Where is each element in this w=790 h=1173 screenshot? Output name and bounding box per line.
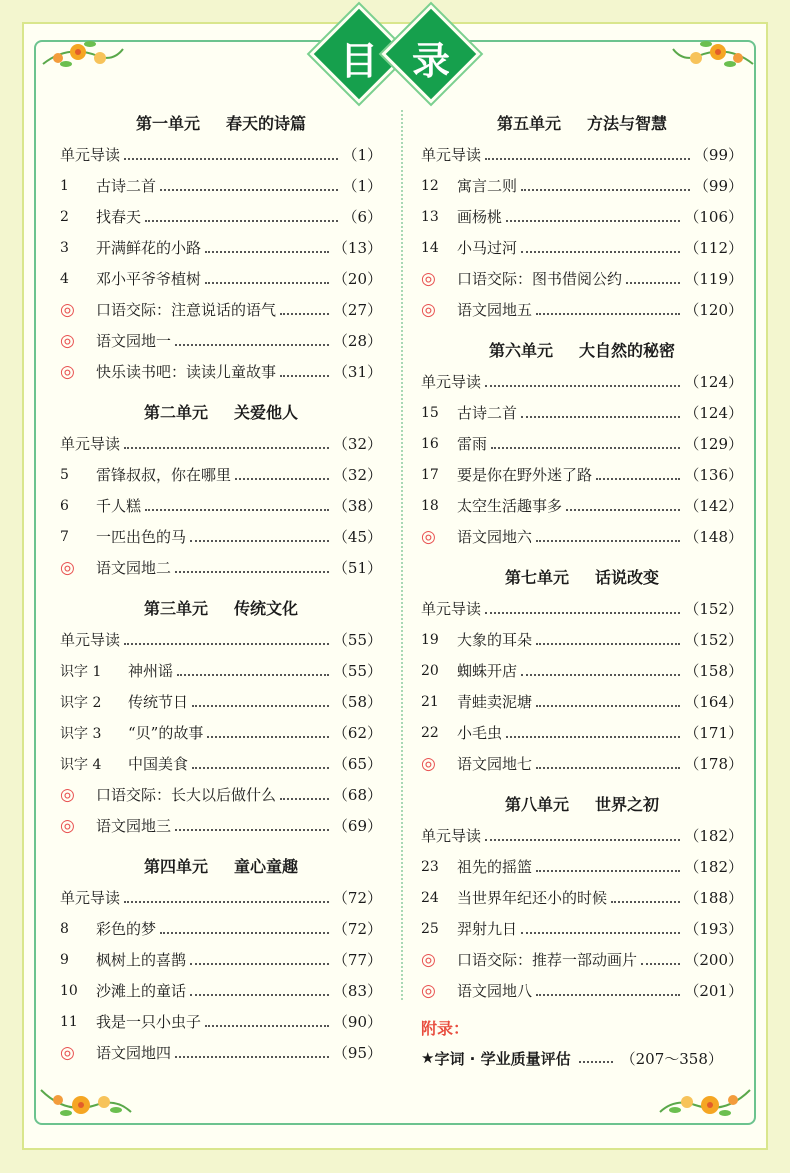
flower-decoration-top-left-icon — [38, 34, 128, 74]
page-number: （182） — [684, 858, 743, 876]
toc-entry[interactable] — [60, 459, 382, 490]
double-circle-icon: ◎ — [421, 753, 436, 774]
dot-leader — [175, 571, 329, 573]
dot-leader — [280, 313, 329, 315]
page-number: （20） — [332, 270, 382, 288]
page-number: （158） — [684, 662, 743, 680]
unit-name: 童心童趣 — [234, 857, 299, 876]
dot-leader — [491, 447, 680, 449]
flower-decoration-bottom-right-icon — [655, 1080, 755, 1125]
dot-leader — [175, 344, 329, 346]
entry-title: 太空生活趣事多 — [457, 497, 563, 515]
entry-title: 语文园地三 — [96, 817, 172, 835]
unit-label: 第二单元 — [143, 403, 208, 422]
lesson-number: 7 — [60, 528, 69, 545]
dot-leader — [160, 189, 338, 191]
dot-leader — [124, 643, 329, 645]
dot-leader — [124, 901, 329, 903]
page-number: （1） — [342, 146, 382, 164]
page-number: （6） — [342, 208, 382, 226]
entry-title: 中国美食 — [128, 755, 189, 773]
page-number: （106） — [684, 208, 743, 226]
toc-entry[interactable] — [60, 139, 382, 170]
dot-leader — [205, 282, 329, 284]
entry-title: 我是一只小虫子 — [96, 1013, 202, 1031]
entry-title: 传统节日 — [128, 693, 189, 711]
entry-title: 枫树上的喜鹊 — [96, 951, 187, 969]
dot-leader — [485, 839, 680, 841]
lesson-number: 10 — [60, 982, 78, 999]
dot-leader — [280, 375, 329, 377]
dot-leader — [190, 994, 329, 996]
page-number: （112） — [684, 239, 743, 257]
page-number: （72） — [332, 920, 382, 938]
lesson-number: 24 — [421, 889, 439, 906]
entry-title: 千人糕 — [96, 497, 142, 515]
lesson-number: 14 — [421, 239, 439, 256]
entry-title: 单元导读 — [421, 373, 482, 391]
entry-title: 口语交际：注意说话的语气 — [96, 301, 277, 319]
dot-leader — [536, 705, 680, 707]
toc-entry[interactable] — [421, 820, 743, 851]
page-number: （28） — [332, 332, 382, 350]
entry-title: 雷雨 — [457, 435, 488, 453]
page-number: （200） — [684, 951, 743, 969]
toc-entry[interactable] — [60, 655, 382, 686]
dot-leader — [145, 509, 329, 511]
toc-entry[interactable] — [60, 624, 382, 655]
dot-leader — [641, 963, 680, 965]
star-icon: ★ — [421, 1049, 435, 1067]
double-circle-icon: ◎ — [60, 330, 75, 351]
page-number: （51） — [332, 559, 382, 577]
page-number: （45） — [332, 528, 382, 546]
unit-heading — [60, 851, 382, 882]
page-number: （27） — [332, 301, 382, 319]
dot-leader — [177, 674, 329, 676]
lesson-number: 识字 3 — [60, 725, 102, 742]
unit-heading — [60, 108, 382, 139]
unit-name: 世界之初 — [595, 795, 660, 814]
unit-name: 大自然的秘密 — [579, 341, 676, 360]
entry-title: 沙滩上的童话 — [96, 982, 187, 1000]
toc-entry[interactable] — [421, 201, 743, 232]
dot-leader — [192, 767, 329, 769]
dot-leader — [485, 385, 680, 387]
entry-title: 彩色的梦 — [96, 920, 157, 938]
dot-leader — [521, 251, 680, 253]
flower-decoration-top-right-icon — [668, 34, 758, 74]
toc-entry[interactable] — [421, 624, 743, 655]
page-number: （124） — [684, 404, 743, 422]
double-circle-icon: ◎ — [421, 268, 436, 289]
page-number: （99） — [693, 146, 743, 164]
lesson-number: 19 — [421, 631, 439, 648]
page-number: （129） — [684, 435, 743, 453]
page-number: （136） — [684, 466, 743, 484]
lesson-number: 3 — [60, 239, 69, 256]
double-circle-icon: ◎ — [60, 815, 75, 836]
dot-leader — [124, 447, 329, 449]
page-number: （164） — [684, 693, 743, 711]
toc-entry[interactable] — [60, 428, 382, 459]
flower-decoration-bottom-left-icon — [36, 1080, 136, 1125]
dot-leader — [611, 901, 680, 903]
double-circle-icon: ◎ — [60, 784, 75, 805]
lesson-number: 15 — [421, 404, 439, 421]
page-number: （124） — [684, 373, 743, 391]
double-circle-icon: ◎ — [60, 299, 75, 320]
toc-entry[interactable] — [60, 944, 382, 975]
dot-leader — [190, 540, 329, 542]
entry-title: 单元导读 — [421, 146, 482, 164]
toc-entry[interactable] — [421, 521, 743, 552]
entry-title: 快乐读书吧：读读儿童故事 — [96, 363, 277, 381]
toc-entry[interactable] — [60, 686, 382, 717]
page-number: （1） — [342, 177, 382, 195]
toc-entry[interactable] — [421, 686, 743, 717]
entry-title: “贝”的故事 — [128, 724, 204, 742]
toc-entry[interactable] — [60, 779, 382, 810]
toc-entry[interactable] — [60, 170, 382, 201]
unit-name: 话说改变 — [595, 568, 660, 587]
entry-title: 邓小平爷爷植树 — [96, 270, 202, 288]
toc-entry[interactable] — [60, 882, 382, 913]
entry-title: 小毛虫 — [457, 724, 503, 742]
entry-title: 开满鲜花的小路 — [96, 239, 202, 257]
toc-entry[interactable] — [60, 913, 382, 944]
unit-name: 方法与智慧 — [587, 114, 668, 133]
lesson-number: 4 — [60, 270, 69, 287]
page-number: （62） — [332, 724, 382, 742]
dot-leader — [566, 509, 680, 511]
lesson-number: 5 — [60, 466, 69, 483]
dot-leader — [160, 932, 329, 934]
entry-title: 单元导读 — [421, 600, 482, 618]
entry-title: 雷锋叔叔，你在哪里 — [96, 466, 232, 484]
page-number: （72） — [332, 889, 382, 907]
dot-leader — [124, 158, 338, 160]
toc-entry[interactable] — [421, 170, 743, 201]
appendix-section — [421, 1015, 747, 1073]
toc-entry[interactable] — [421, 717, 743, 748]
page-number: （152） — [684, 631, 743, 649]
toc-entry[interactable] — [421, 294, 743, 325]
toc-entry[interactable] — [60, 201, 382, 232]
appendix-entry[interactable] — [421, 1043, 747, 1073]
toc-entry[interactable] — [421, 397, 743, 428]
dot-leader — [175, 1056, 329, 1058]
page-number: （31） — [332, 363, 382, 381]
entry-title: 单元导读 — [60, 889, 121, 907]
unit-name: 春天的诗篇 — [226, 114, 307, 133]
entry-title: 口语交际：推荐一部动画片 — [457, 951, 638, 969]
lesson-number: 1 — [60, 177, 69, 194]
page-number: （152） — [684, 600, 743, 618]
lesson-number: 22 — [421, 724, 439, 741]
lesson-number: 识字 2 — [60, 694, 102, 711]
toc-entry[interactable] — [60, 294, 382, 325]
toc-entry[interactable] — [421, 263, 743, 294]
page-number: （201） — [684, 982, 743, 1000]
page-number: （83） — [332, 982, 382, 1000]
dot-leader — [521, 189, 690, 191]
entry-title: 找春天 — [96, 208, 142, 226]
double-circle-icon: ◎ — [421, 949, 436, 970]
toc-entry[interactable] — [60, 325, 382, 356]
toc-entry[interactable] — [421, 882, 743, 913]
unit-heading — [60, 397, 382, 428]
lesson-number: 18 — [421, 497, 439, 514]
entry-title: 单元导读 — [421, 827, 482, 845]
dot-leader — [506, 220, 680, 222]
toc-entry[interactable] — [421, 366, 743, 397]
entry-title: 单元导读 — [60, 435, 121, 453]
toc-entry[interactable] — [60, 717, 382, 748]
dot-leader — [192, 705, 329, 707]
dot-leader — [596, 478, 680, 480]
lesson-number: 识字 4 — [60, 756, 102, 773]
double-circle-icon: ◎ — [421, 526, 436, 547]
entry-title: 羿射九日 — [457, 920, 518, 938]
entry-title: 口语交际：图书借阅公约 — [457, 270, 623, 288]
entry-title: 当世界年纪还小的时候 — [457, 889, 608, 907]
double-circle-icon: ◎ — [60, 361, 75, 382]
toc-entry[interactable] — [421, 459, 743, 490]
entry-title: 语文园地七 — [457, 755, 533, 773]
unit-label: 第四单元 — [143, 857, 208, 876]
page-number: （90） — [332, 1013, 382, 1031]
dot-leader — [579, 1061, 613, 1063]
dot-leader — [536, 767, 680, 769]
entry-title: 画杨桃 — [457, 208, 503, 226]
dot-leader — [190, 963, 329, 965]
page-title — [315, 14, 475, 104]
entry-title: 一匹出色的马 — [96, 528, 187, 546]
lesson-number: 9 — [60, 951, 69, 968]
column-divider — [401, 110, 403, 1000]
entry-title: 寓言二则 — [457, 177, 518, 195]
dot-leader — [521, 932, 680, 934]
dot-leader — [235, 478, 329, 480]
entry-title: 古诗二首 — [96, 177, 157, 195]
appendix-page: （207～358） — [620, 1049, 723, 1068]
dot-leader — [521, 674, 680, 676]
toc-entry[interactable] — [60, 810, 382, 841]
dot-leader — [175, 829, 329, 831]
toc-entry[interactable] — [421, 428, 743, 459]
unit-label: 第六单元 — [488, 341, 553, 360]
toc-entry[interactable] — [60, 232, 382, 263]
unit-label: 第一单元 — [135, 114, 200, 133]
dot-leader — [485, 158, 690, 160]
page-number: （193） — [684, 920, 743, 938]
dot-leader — [536, 643, 680, 645]
entry-title: 语文园地二 — [96, 559, 172, 577]
unit-label: 第五单元 — [496, 114, 561, 133]
entry-title: 青蛙卖泥塘 — [457, 693, 533, 711]
entry-title: 祖先的摇篮 — [457, 858, 533, 876]
page-number: （32） — [332, 435, 382, 453]
unit-heading — [421, 562, 743, 593]
double-circle-icon: ◎ — [421, 980, 436, 1001]
page-number: （119） — [684, 270, 743, 288]
lesson-number: 2 — [60, 208, 69, 225]
toc-entry[interactable] — [421, 139, 743, 170]
toc-entry[interactable] — [60, 552, 382, 583]
toc-entry[interactable] — [60, 1037, 382, 1068]
unit-name: 传统文化 — [234, 599, 299, 618]
double-circle-icon: ◎ — [60, 1042, 75, 1063]
toc-entry[interactable] — [60, 356, 382, 387]
appendix-title: 字词 · 学业质量评估 — [434, 1049, 571, 1068]
page-number: （142） — [684, 497, 743, 515]
unit-heading — [421, 108, 743, 139]
toc-entry[interactable] — [421, 944, 743, 975]
page-number: （182） — [684, 827, 743, 845]
dot-leader — [536, 994, 680, 996]
entry-title: 神州谣 — [128, 662, 174, 680]
entry-title: 语文园地五 — [457, 301, 533, 319]
toc-entry[interactable] — [60, 975, 382, 1006]
toc-left-column — [60, 108, 382, 1068]
dot-leader — [536, 870, 680, 872]
page-number: （58） — [332, 693, 382, 711]
dot-leader — [626, 282, 680, 284]
page-number: （68） — [332, 786, 382, 804]
lesson-number: 6 — [60, 497, 69, 514]
page-number: （148） — [684, 528, 743, 546]
page-number: （65） — [332, 755, 382, 773]
toc-entry[interactable] — [60, 521, 382, 552]
toc-entry[interactable] — [421, 232, 743, 263]
toc-entry[interactable] — [421, 975, 743, 1006]
dot-leader — [485, 612, 680, 614]
page-number: （55） — [332, 631, 382, 649]
dot-leader — [205, 251, 329, 253]
page-number: （178） — [684, 755, 743, 773]
entry-title: 语文园地一 — [96, 332, 172, 350]
entry-title: 语文园地八 — [457, 982, 533, 1000]
toc-entry[interactable] — [421, 593, 743, 624]
page-number: （95） — [332, 1044, 382, 1062]
unit-label: 第八单元 — [504, 795, 569, 814]
dot-leader — [536, 540, 680, 542]
entry-title: 单元导读 — [60, 631, 121, 649]
appendix-label: 附录： — [421, 1019, 470, 1038]
dot-leader — [280, 798, 329, 800]
dot-leader — [536, 313, 680, 315]
entry-title: 蜘蛛开店 — [457, 662, 518, 680]
toc-entry[interactable] — [60, 748, 382, 779]
page-number: （77） — [332, 951, 382, 969]
toc-entry[interactable] — [421, 490, 743, 521]
title-char-2: 录 — [411, 39, 450, 83]
toc-entry[interactable] — [60, 490, 382, 521]
page-number: （99） — [693, 177, 743, 195]
double-circle-icon: ◎ — [60, 557, 75, 578]
toc-entry[interactable] — [421, 913, 743, 944]
unit-name: 关爱他人 — [234, 403, 299, 422]
lesson-number: 11 — [60, 1013, 78, 1030]
page-number: （188） — [684, 889, 743, 907]
unit-label: 第七单元 — [504, 568, 569, 587]
unit-heading — [60, 593, 382, 624]
lesson-number: 21 — [421, 693, 439, 710]
entry-title: 古诗二首 — [457, 404, 518, 422]
page-number: （69） — [332, 817, 382, 835]
double-circle-icon: ◎ — [421, 299, 436, 320]
toc-entry[interactable] — [421, 748, 743, 779]
page-number: （171） — [684, 724, 743, 742]
page-number: （38） — [332, 497, 382, 515]
toc-entry[interactable] — [421, 851, 743, 882]
page-number: （55） — [332, 662, 382, 680]
toc-entry[interactable] — [60, 1006, 382, 1037]
unit-heading — [421, 335, 743, 366]
dot-leader — [521, 416, 680, 418]
page-number: （32） — [332, 466, 382, 484]
lesson-number: 17 — [421, 466, 439, 483]
lesson-number: 8 — [60, 920, 69, 937]
entry-title: 单元导读 — [60, 146, 121, 164]
toc-right-column — [421, 108, 743, 1006]
unit-heading — [421, 789, 743, 820]
page-number: （13） — [332, 239, 382, 257]
entry-title: 小马过河 — [457, 239, 518, 257]
title-char-1: 目 — [339, 39, 378, 83]
page-number: （120） — [684, 301, 743, 319]
lesson-number: 25 — [421, 920, 439, 937]
entry-title: 大象的耳朵 — [457, 631, 533, 649]
lesson-number: 13 — [421, 208, 439, 225]
entry-title: 口语交际：长大以后做什么 — [96, 786, 277, 804]
toc-entry[interactable] — [421, 655, 743, 686]
toc-entry[interactable] — [60, 263, 382, 294]
entry-title: 语文园地六 — [457, 528, 533, 546]
dot-leader — [506, 736, 680, 738]
unit-label: 第三单元 — [143, 599, 208, 618]
dot-leader — [145, 220, 338, 222]
lesson-number: 16 — [421, 435, 439, 452]
lesson-number: 20 — [421, 662, 439, 679]
lesson-number: 识字 1 — [60, 663, 102, 680]
dot-leader — [207, 736, 329, 738]
lesson-number: 23 — [421, 858, 439, 875]
dot-leader — [205, 1025, 329, 1027]
entry-title: 语文园地四 — [96, 1044, 172, 1062]
lesson-number: 12 — [421, 177, 439, 194]
entry-title: 要是你在野外迷了路 — [457, 466, 593, 484]
